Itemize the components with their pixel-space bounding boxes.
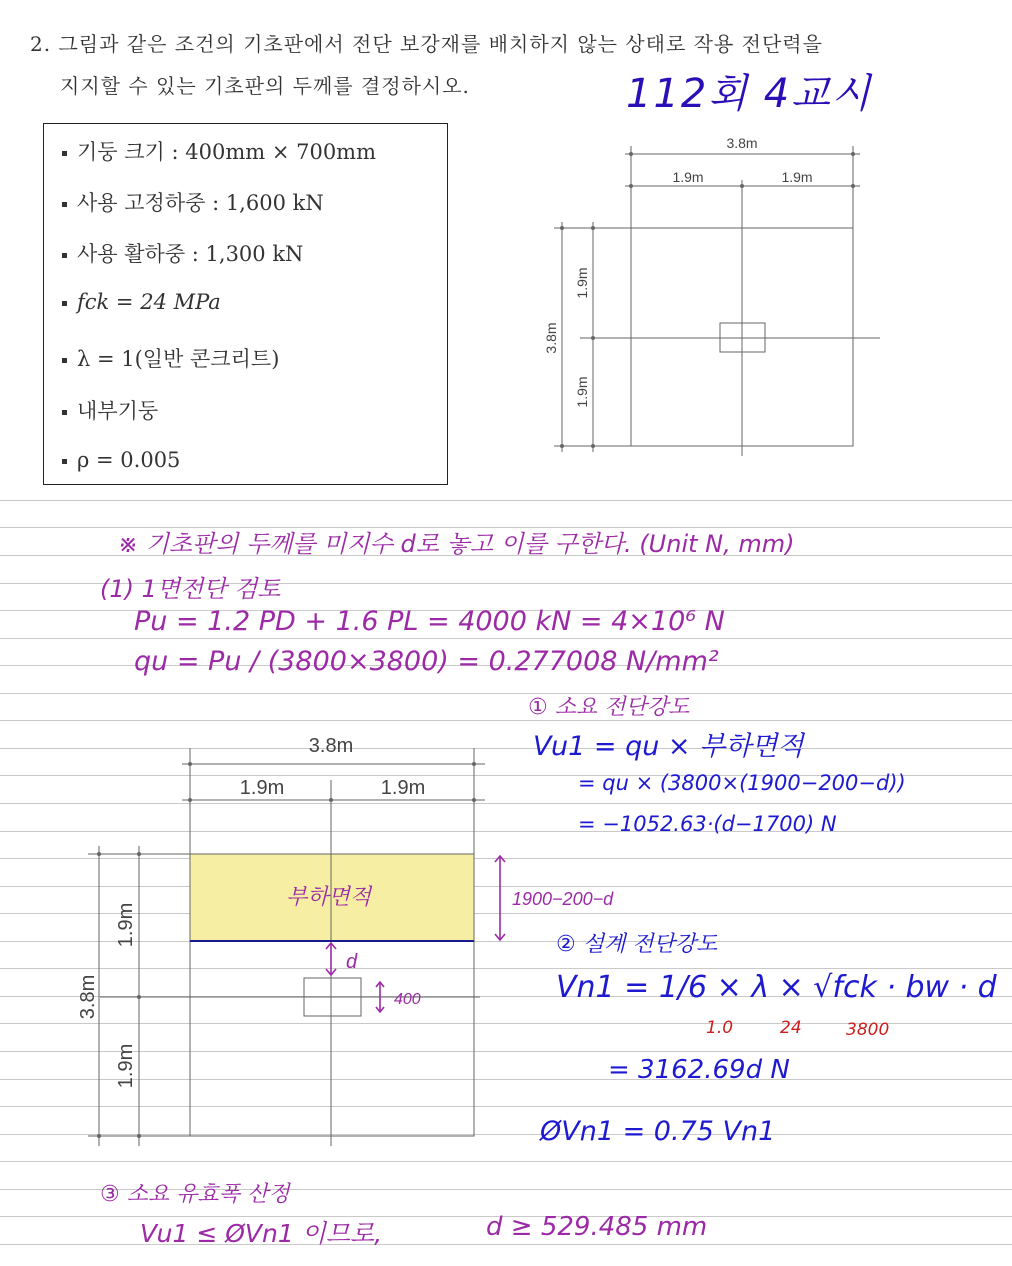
sketch-dim-overall-top: 3.8m bbox=[308, 735, 354, 757]
col-dim-label: 400 bbox=[394, 991, 421, 1008]
load-area-label: 부하면적 bbox=[286, 884, 372, 909]
dim-half-top-left: 1.9m bbox=[672, 169, 704, 185]
sketch-dim-half-top-right: 1.9m bbox=[380, 777, 426, 799]
lambda-value: 1.0 bbox=[706, 1018, 734, 1038]
condition-item: 내부기둥 bbox=[62, 395, 158, 425]
condition-item: 기둥 크기 : 400mm × 700mm bbox=[62, 136, 376, 166]
vu1-equation-2: = qu × (3800×(1900−200−d)) bbox=[578, 771, 906, 795]
vu1-equation-3: = −1052.63·(d−1700) N bbox=[578, 812, 837, 836]
sketch-dim-half-left-top: 1.9m bbox=[115, 902, 137, 948]
vn1-result: = 3162.69d N bbox=[608, 1055, 790, 1085]
qu-equation: qu = Pu / (3800×3800) = 0.277008 N/mm² bbox=[134, 646, 719, 677]
condition-item: 사용 활하중 : 1,300 kN bbox=[62, 238, 303, 268]
sketch-dim-half-left-bottom: 1.9m bbox=[115, 1043, 137, 1089]
question-text-1: 그림과 같은 조건의 기초판에서 전단 보강재를 배치하지 않는 상태로 작용 전단력을 bbox=[58, 32, 823, 56]
dim-half-top-right: 1.9m bbox=[781, 169, 813, 185]
dim-overall-top: 3.8m bbox=[726, 135, 758, 151]
condition-item: 사용 고정하중 : 1,600 kN bbox=[62, 187, 324, 217]
question-line-2: 지지할 수 있는 기초판의 두께를 결정하시오. bbox=[60, 74, 470, 98]
condition-item: ρ = 0.005 bbox=[62, 448, 180, 472]
pu-equation: Pu = 1.2 PD + 1.6 PL = 4000 kN = 4×10⁶ N bbox=[134, 606, 725, 637]
load-depth-label: 1900−200−d bbox=[512, 889, 614, 909]
step-1-title: ① 소요 전단강도 bbox=[528, 695, 690, 720]
question-number: 2. bbox=[30, 32, 52, 56]
bw-value: 3800 bbox=[846, 1020, 890, 1040]
dim-half-left-top: 1.9m bbox=[574, 267, 590, 299]
final-condition: Vu1 ≤ ØVn1 이므로, bbox=[140, 1219, 383, 1248]
step-3-title: ③ 소요 유효폭 산정 bbox=[100, 1182, 290, 1207]
dim-half-left-bottom: 1.9m bbox=[574, 376, 590, 408]
condition-item: fck = 24 MPa bbox=[62, 290, 221, 314]
vn1-equation: Vn1 = 1/6 × λ × √fck · bw · d bbox=[556, 970, 997, 1005]
sketch-dim-half-top-left: 1.9m bbox=[239, 777, 285, 799]
d-label: d bbox=[346, 951, 358, 973]
final-d-result: d ≥ 529.485 mm bbox=[486, 1212, 708, 1242]
phi-vn1-equation: ØVn1 = 0.75 Vn1 bbox=[540, 1116, 776, 1147]
vu1-equation-1: Vu1 = qu × 부하면적 bbox=[533, 731, 804, 762]
condition-item: λ = 1(일반 콘크리트) bbox=[62, 343, 279, 373]
step-2-title: ② 설계 전단강도 bbox=[556, 932, 718, 957]
dim-overall-left: 3.8m bbox=[543, 322, 559, 354]
sketch-dim-overall-left: 3.8m bbox=[77, 974, 99, 1020]
note-intro: ※ 기초판의 두께를 미지수 d로 놓고 이를 구한다. (Unit N, mm) bbox=[118, 530, 795, 558]
section-1-title: (1) 1면전단 검토 bbox=[100, 575, 281, 603]
fck-value: 24 bbox=[780, 1018, 802, 1038]
exam-session-tag: 112회 4교시 bbox=[626, 71, 873, 117]
